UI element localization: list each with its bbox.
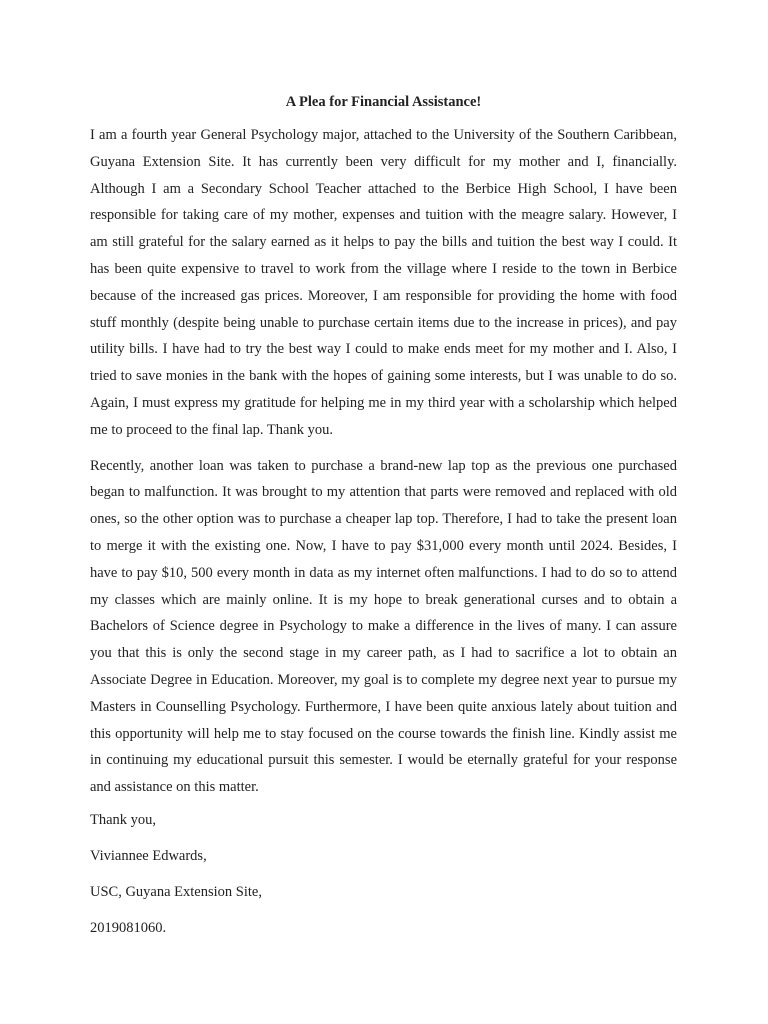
closing-salutation: Thank you, (90, 811, 157, 828)
signer-id-number: 2019081060. (90, 919, 167, 936)
body-paragraph-2: Recently, another loan was taken to purchase a brand-new lap top as the previous one purchased began to malfunction. It was brought to my attention that parts were removed and replaced with old ones, so the other option was to purchase a cheaper lap top. Therefore, I had to take the present loan to merge it with the existing one. Now, I have to pay $31,000 every month until 2024. Besides, I have to pay $10, 500 every month in data as my internet often malfunctions. I had to do so to attend my classes which are mainly online. It is my hope to break generational curses and to obtain a Bachelors of Science degree in Psychology to make a difference in the lives of many. I can assure you that this is only the second stage in my career path, as I had to sacrifice a lot to obtain an Associate Degree in Education. Moreover, my goal is to complete my degree next year to pursue my Masters in Counselling Psychology. Furthermore, I have been quite anxious lately about tuition and this opportunity will help me to stay focused on the course towards the finish line. Kindly assist me in continuing my educational pursuit this semester. I would be eternally grateful for your response and assistance on this matter. (90, 457, 677, 796)
signer-affiliation: USC, Guyana Extension Site, (90, 883, 262, 900)
body-paragraph-1: I am a fourth year General Psychology major, attached to the University of the Southern Caribbean, Guyana Extension Site. It has currently been very difficult for my mother and I, financially. Although I am a Secondary School Teacher attached to the Berbice High School, I have been responsible for taking care of my mother, expenses and tuition with the meagre salary. However, I am still grateful for the salary earned as it helps to pay the bills and tuition the best way I could. It has been quite expensive to travel to work from the village where I reside to the town in Berbice because of the increased gas prices. Moreover, I am responsible for providing the home with food stuff monthly (despite being unable to purchase certain items due to the increase in prices), and pay utility bills. I have had to try the best way I could to make ends meet for my mother and I. Also, I tried to save monies in the bank with the hopes of gaining some interests, but I was unable to do so. Again, I must express my gratitude for helping me in my third year with a scholarship which helped me to proceed to the final lap. Thank you. (90, 127, 677, 438)
letter-title: A Plea for Financial Assistance! (285, 94, 482, 110)
signer-name: Viviannee Edwards, (90, 847, 207, 864)
closing-block (90, 810, 677, 938)
letter-page (90, 92, 677, 954)
